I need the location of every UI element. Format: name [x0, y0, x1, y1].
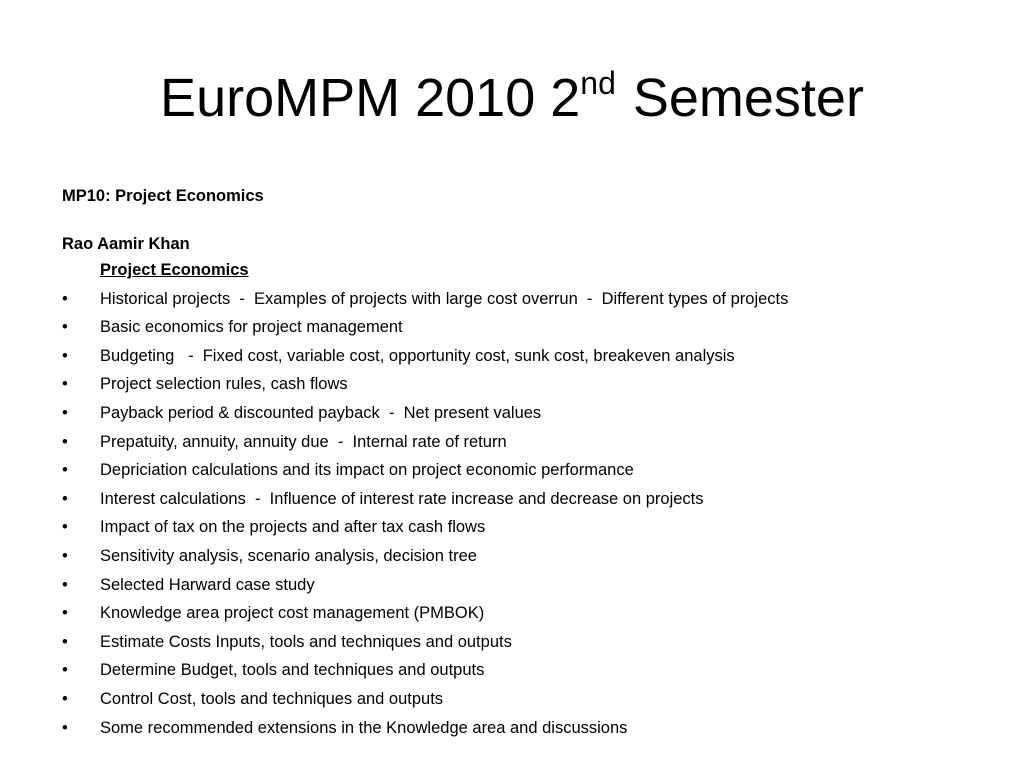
instructor-name: Rao Aamir Khan [62, 235, 190, 253]
topic-list-item [62, 370, 992, 399]
bullet-icon: • [62, 403, 68, 422]
topic-list-item [62, 714, 992, 743]
topic-list [62, 285, 992, 743]
bullet-icon: • [62, 489, 68, 508]
bullet-icon: • [62, 318, 68, 337]
bullet-icon: • [62, 289, 68, 308]
bullet-icon: • [62, 632, 68, 651]
topic-list-item [62, 342, 992, 371]
topic-text: Sensitivity analysis, scenario analysis, decision tree [100, 546, 477, 565]
bullet-icon: • [62, 461, 68, 480]
topic-text: Payback period & discounted payback - Net present values [100, 403, 542, 422]
topic-list-item [62, 285, 992, 314]
topic-list-item [62, 628, 992, 657]
topic-text: Some recommended extensions in the Knowledge area and discussions [100, 718, 628, 737]
topic-text: Basic economics for project management [100, 318, 403, 337]
topic-text: Budgeting - Fixed cost, variable cost, opportunity cost, sunk cost, breakeven analysis [100, 346, 735, 365]
topic-list-item [62, 571, 992, 600]
topic-text: Control Cost, tools and techniques and outputs [100, 689, 444, 708]
course-title: MP10: Project Economics [62, 187, 264, 205]
topic-list-item [62, 428, 992, 457]
bullet-icon: • [62, 604, 68, 623]
topic-list-item [62, 685, 992, 714]
slide-title-tail: Semester [617, 68, 864, 128]
topic-text: Estimate Costs Inputs, tools and techniques and outputs [100, 632, 512, 651]
topic-list-item [62, 513, 992, 542]
topic-text: Depriciation calculations and its impact on project economic performance [100, 461, 634, 480]
topic-list-item [62, 456, 992, 485]
bullet-icon: • [62, 718, 68, 737]
topic-list-item [62, 599, 992, 628]
bullet-icon: • [62, 518, 68, 537]
slide-title-main: EuroMPM 2010 2 [160, 68, 581, 128]
topic-text: Impact of tax on the projects and after tax cash flows [100, 518, 486, 537]
slide-title-superscript: nd [580, 65, 616, 101]
bullet-icon: • [62, 661, 68, 680]
bullet-icon: • [62, 432, 68, 451]
topic-list-item [62, 656, 992, 685]
topic-text: Project selection rules, cash flows [100, 375, 348, 394]
bullet-icon: • [62, 689, 68, 708]
topic-text: Interest calculations - Influence of interest rate increase and decrease on projects [100, 489, 704, 508]
bullet-icon: • [62, 346, 68, 365]
bullet-icon: • [62, 575, 68, 594]
topic-text: Historical projects - Examples of projects with large cost overrun - Different types of projects [100, 289, 789, 308]
bullet-icon: • [62, 546, 68, 565]
topic-list-item [62, 542, 992, 571]
topic-text: Selected Harward case study [100, 575, 315, 594]
slide-title [0, 58, 1024, 145]
topic-list-item [62, 313, 992, 342]
topic-text: Prepatuity, annuity, annuity due - Internal rate of return [100, 432, 507, 451]
bullet-icon: • [62, 375, 68, 394]
topic-list-item [62, 399, 992, 428]
section-subheading: Project Economics [100, 261, 249, 279]
topic-text: Knowledge area project cost management (PMBOK) [100, 604, 485, 623]
slide-content [62, 184, 992, 742]
topic-text: Determine Budget, tools and techniques and outputs [100, 661, 485, 680]
topic-list-item [62, 485, 992, 514]
